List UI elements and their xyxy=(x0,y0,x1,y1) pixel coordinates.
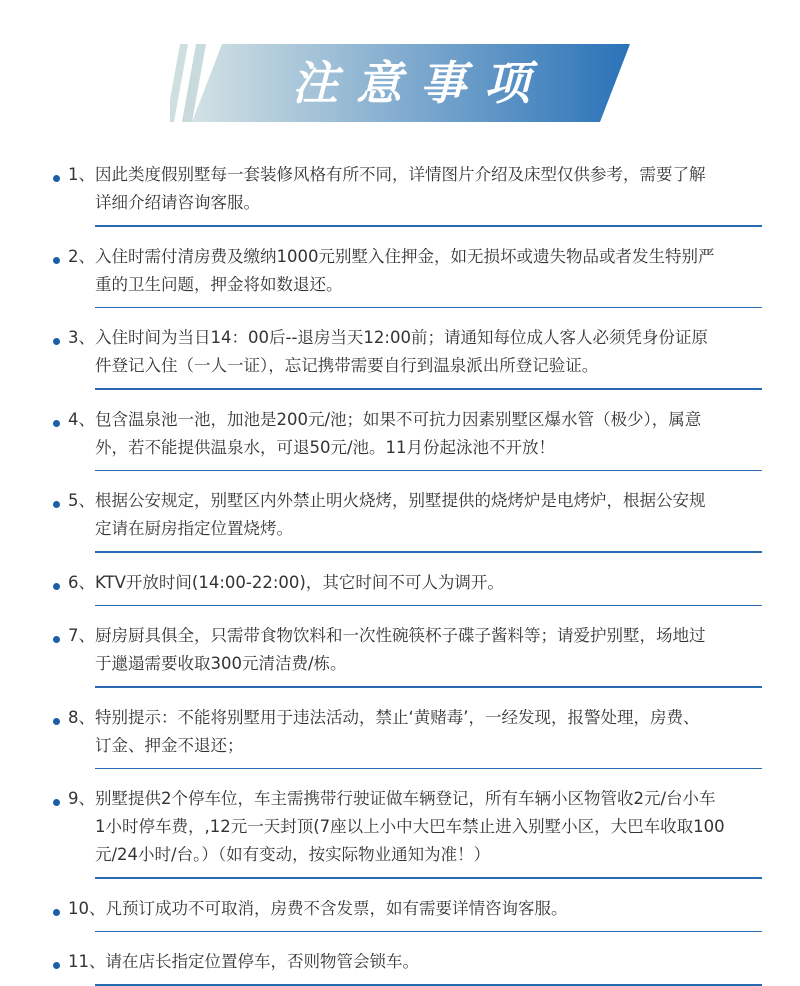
bullet-dot-icon xyxy=(53,175,60,182)
bullet-dot-icon xyxy=(53,718,60,725)
notice-text-line: 5、根据公安规定，别墅区内外禁止明火烧烤，别墅提供的烧烤炉是电烤炉，根据公安规 xyxy=(68,491,706,510)
notice-list xyxy=(0,145,800,986)
header-banner xyxy=(170,44,630,122)
notice-item xyxy=(0,688,800,770)
bullet-dot-icon xyxy=(53,338,60,345)
notice-item xyxy=(0,932,800,986)
notice-text-line: 重的卫生问题，押金将如数退还。 xyxy=(95,274,343,294)
notice-item xyxy=(0,308,800,390)
notice-text-line: 于邋遢需要收取300元清洁费/栋。 xyxy=(95,654,347,673)
bullet-dot-icon xyxy=(53,636,60,643)
notice-text-line: 6、KTV开放时间(14:00-22:00)，其它时间不可人为调开。 xyxy=(68,572,504,592)
notice-item xyxy=(0,606,800,688)
bullet-dot-icon xyxy=(53,501,60,508)
notice-text-line: 1小时停车费，,12元一天封顶(7座以上小中大巴车禁止进入别墅小区，大巴车收取100 xyxy=(95,817,725,836)
page-title: 注意事项 xyxy=(292,56,548,110)
divider xyxy=(95,984,762,986)
notice-text-line: 3、入住时间为当日14：00后--退房当天12:00前；请通知每位成人客人必须凭身份证原 xyxy=(68,328,708,347)
notice-text-line: 10、凡预订成功不可取消，房费不含发票，如有需要详情咨询客服。 xyxy=(68,898,568,918)
notice-item xyxy=(0,553,800,607)
notice-item xyxy=(0,769,800,879)
notice-text-line: 件登记入住（一人一证），忘记携带需要自行到温泉派出所登记验证。 xyxy=(95,356,599,375)
notice-item xyxy=(0,227,800,309)
bullet-dot-icon xyxy=(53,583,60,590)
notice-text-line: 外，若不能提供温泉水，可退50元/池。11月份起泳池不开放！ xyxy=(95,437,556,457)
bullet-dot-icon xyxy=(53,909,60,916)
bullet-dot-icon xyxy=(53,257,60,264)
bullet-dot-icon xyxy=(53,962,60,969)
notice-item xyxy=(0,879,800,933)
notice-text-line: 11、请在店长指定位置停车，否则物管会锁车。 xyxy=(68,952,419,971)
notice-text-line: 4、包含温泉池一池，加池是200元/池；如果不可抗力因素别墅区爆水管（极少），属意 xyxy=(68,409,702,429)
notice-text-line: 详细介绍请咨询客服。 xyxy=(95,193,260,212)
notice-text-line: 1、因此类度假别墅每一套装修风格有所不同，详情图片介绍及床型仅供参考，需要了解 xyxy=(68,165,706,184)
notice-text-line: 2、入住时需付清房费及缴纳1000元别墅入住押金，如无损坏或遗失物品或者发生特别严 xyxy=(68,246,715,266)
notice-text-line: 8、特别提示：不能将别墅用于违法活动，禁止‘黄赌毒’，一经发现，报警处理，房费、 xyxy=(68,707,700,727)
notice-item xyxy=(0,390,800,472)
notice-text-line: 9、别墅提供2个停车位，车主需携带行驶证做车辆登记，所有车辆小区物管收2元/台小车 xyxy=(68,789,716,808)
notice-item xyxy=(0,145,800,227)
notice-text-line: 7、厨房厨具俱全，只需带食物饮料和一次性碗筷杯子碟子酱料等；请爱护别墅，场地过 xyxy=(68,626,706,645)
notice-item xyxy=(0,471,800,553)
notice-text-line: 定请在厨房指定位置烧烤。 xyxy=(95,519,293,538)
notice-text-line: 订金、押金不退还； xyxy=(95,735,244,755)
bullet-dot-icon xyxy=(53,420,60,427)
bullet-dot-icon xyxy=(53,799,60,806)
notice-text-line: 元/24小时/台。）（如有变动，按实际物业通知为准！） xyxy=(95,845,491,864)
